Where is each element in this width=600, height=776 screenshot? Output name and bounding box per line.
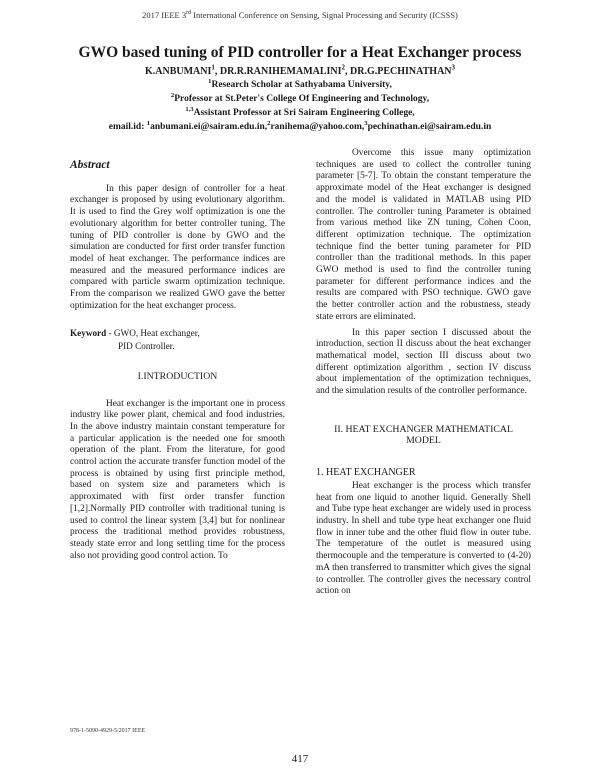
email-label: email.id: [108,122,147,132]
abstract-heading: Abstract [70,159,110,171]
email-1[interactable]: anbumani.ei@sairam.edu.in, [150,122,268,132]
author-1: K.ANBUMANI [144,66,212,77]
author-list [20,63,580,77]
heat-exchanger-paragraph: Heat exchanger is the process which transfer heat from one liquid to another liquid. Generally Shell and Tube type heat exchanger are widely used in process industry. In shell and tube type heat exchanger one fluid flow in inner tube and the other fluid flow in outer tube. The temperature of the outlet is measured using thermocouple and the temperature is converted to (4-20) mA then transferred to transmitter which gives the signal to controller. The controller gives the necessary control action on [316,480,531,597]
conference-header-prefix: 2017 IEEE 3 [142,10,187,20]
author-3-sup: 3 [451,63,456,72]
paper-outline-paragraph: In this paper section I discussed about the introduction, section II discuss about the heat exchanger mathematical model, section III discuss about two different optimization algorithm , section IV discuss about implementation of the optimization techniques, and the simulation results of the controller performance. [316,327,531,397]
affiliation-2-sup: 2 [170,91,175,99]
author-2: , DR.R.RANIHEMAMALINI [214,66,342,77]
intro-continued-paragraph: Overcome this issue many optimization techniques are used to collect the controller tuning parameter [5-7]. To obtain the constant temperature the approximate model of the Heat exchanger is designed and the model is validated in MATLAB using PID controller. The controller tuning Parameter is obtained from various method like ZN tuning, Cohen Coon, different optimization technique. The optimization technique find the better tuning parameter for PID controller than the traditional methods. In this paper GWO method is used to find the controller tuning parameter for different performance indices and the results are compared with PSO technique. GWO gave the better controller action and the robustness, steady state errors are eliminated. [316,148,531,322]
affiliation-2-text: Professor at St.Peter's College Of Engineering and Technology, [174,94,430,104]
affiliation-1 [20,77,580,90]
author-3: , DR.G.PECHINATHAN [345,66,452,77]
affiliation-3 [20,105,580,118]
intro-heading: I.INTRODUCTION [137,370,218,382]
email-3-sup: 3 [364,119,368,127]
keywords-label: Keyword [70,328,107,339]
keywords-line-1: - GWO, Heat exchanger, [106,328,200,339]
left-column [70,160,285,562]
keywords-line-2: PID Controller. [118,341,175,352]
affiliation-3-text: Assistant Professor at Sri Sairam Engineering College, [193,108,415,118]
affiliation-1-text: Research Scholar at Sathyabama University, [211,80,392,90]
right-column [316,148,531,598]
email-line [20,119,580,132]
paper-title: GWO based tuning of PID controller for a Heat Exchanger process [78,44,522,61]
conference-header-rest: International Conference on Sensing, Signal Processing and Security (ICSSS) [191,10,458,20]
section-2-heading: II. HEAT EXCHANGER MATHEMATICAL MODEL [334,423,513,447]
author-1-sup: 1 [211,63,215,72]
email-2-sup: 2 [267,119,271,127]
affiliation-1-sup: 1 [208,77,212,85]
subsection-heat-exchanger-heading: 1. HEAT EXCHANGER [316,467,416,479]
conference-header [0,10,600,20]
conference-header-sup: rd [186,10,192,17]
email-2[interactable]: ranihema@yahoo.com, [270,122,365,132]
email-3[interactable]: pechinathan.ei@sairam.edu.in [367,122,492,132]
intro-paragraph: Heat exchanger is the important one in process industry like power plant, chemical and food industries. In the above industry maintain constant temperature for a particular application is the needed one for smooth operation of the plant. From the literature, for good control action the accurate transfer function model of the process is obtained by using first principle method, based on system size and parameters which is approximated with first order transfer function [1,2].Normally PID controller with traditional tuning is used to control the linear system [3,4] but for nonlinear process the traditional method provides robustness, steady state error and long settling time for the process also not providing good control action. To [70,398,285,561]
email-1-sup: 1 [146,119,151,127]
keywords [70,328,285,352]
footer-isbn: 978-1-5090-4929-5/2017 IEEE [70,728,146,734]
affiliation-2 [20,91,580,104]
author-2-sup: 2 [341,63,346,72]
page-number: 417 [291,753,309,765]
abstract-text: In this paper design of controller for a heat exchanger is proposed by using evolutionary algorithm. It is used to find the Grey wolf optimization is one the evolutionary algorithm for better controller tuning. The tuning of PID controller is done by GWO and the simulation are conducted for first order transfer function model of heat exchanger. The performance indices are measured and the measured performance indices are compared with particle swarm optimization technique. From the comparison we realized GWO gave the better optimization for the heat exchanger process. [70,183,285,311]
affiliation-3-sup: 1,3 [185,105,194,113]
